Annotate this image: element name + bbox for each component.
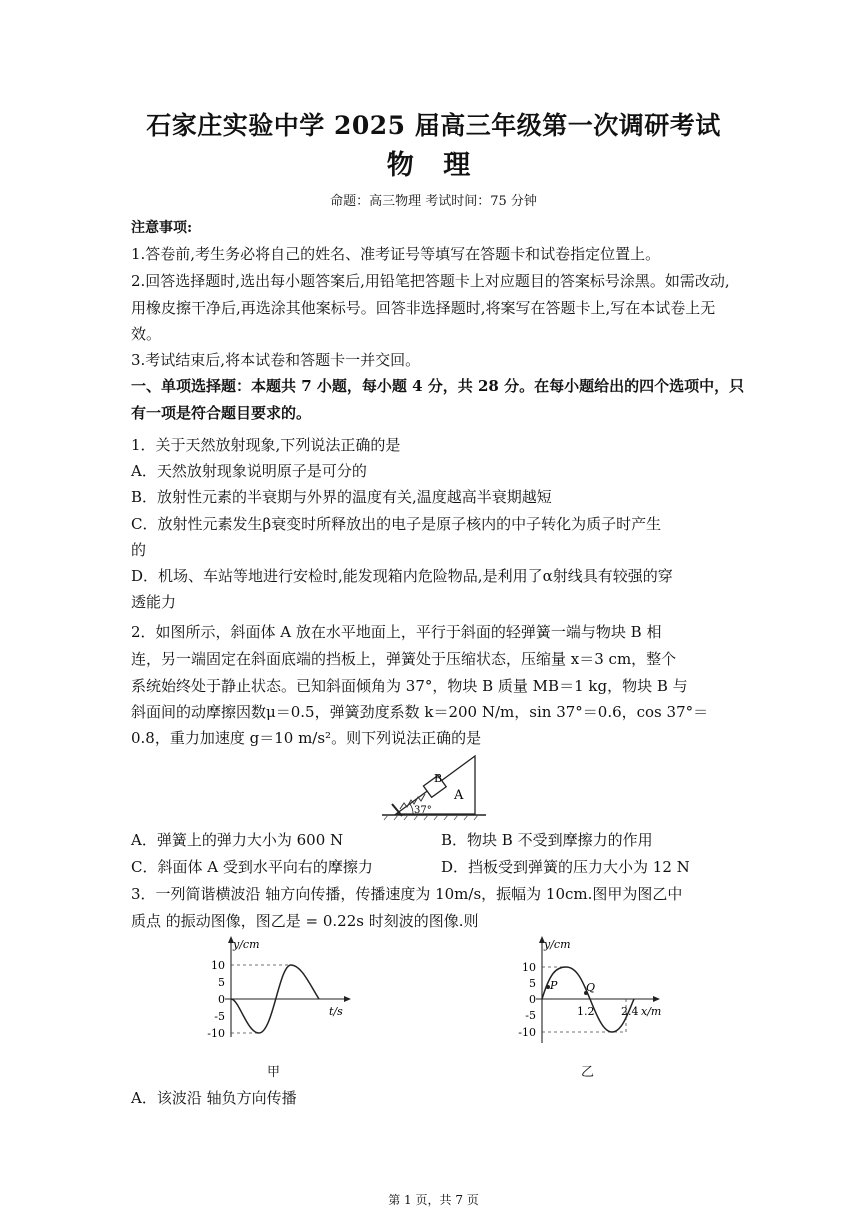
graph-jia-ytick: 10 bbox=[211, 959, 225, 972]
section-heading-line2: 有一项是符合题目要求的。 bbox=[131, 404, 312, 422]
q2-option-b: B．物块 B 不受到摩擦力的作用 bbox=[441, 831, 653, 849]
q2-option-a: A．弹簧上的弹力大小为 600 N bbox=[131, 831, 344, 849]
graph-yi-xtick: 2.4 bbox=[621, 1005, 639, 1018]
label-angle: 37° bbox=[414, 805, 432, 816]
q2-stem-line1: 2．如图所示，斜面体 A 放在水平地面上，平行于斜面的轻弹簧一端与物块 B 相 bbox=[131, 623, 662, 641]
notice-heading: 注意事项: bbox=[131, 220, 193, 236]
q1-option-d-line2: 透能力 bbox=[131, 593, 177, 611]
graph-jia-x-arrow bbox=[344, 996, 351, 1002]
q1-stem: 1．关于天然放射现象,下列说法正确的是 bbox=[131, 436, 401, 454]
graph-yi-ytick: 0 bbox=[529, 993, 536, 1006]
notice-item-1: 1.答卷前,考生务必将自己的姓名、准考证号等填写在答题卡和试卷指定位置上。 bbox=[131, 245, 661, 263]
q2-option-d: D．挡板受到弹簧的压力大小为 12 N bbox=[441, 858, 690, 876]
graph-jia-ytick: -10 bbox=[207, 1027, 225, 1040]
notice-item-2-line1: 2.回答选择题时,选出每小题答案后,用铅笔把答题卡上对应题目的答案标号涂黑。如需改动, bbox=[131, 272, 730, 290]
graph-yi-ytick: 5 bbox=[529, 977, 536, 990]
q2-stem-line4: 斜面间的动摩擦因数μ＝0.5，弹簧劲度系数 k＝200 N/m，sin 37°＝0.6，cos 37°＝ bbox=[131, 703, 709, 721]
graph-jia-ylabel: y/cm bbox=[233, 938, 260, 951]
q3-option-a: A．该波沿 轴负方向传播 bbox=[131, 1089, 297, 1107]
graph-jia bbox=[195, 933, 355, 1048]
graph-jia-xlabel: t/s bbox=[329, 1005, 343, 1018]
graph-yi-ytick: -5 bbox=[525, 1009, 536, 1022]
q1-option-c-line1: C．放射性元素发生β衰变时所释放出的电子是原子核内的中子转化为质子时产生 bbox=[131, 515, 662, 533]
subject-title: 物 理 bbox=[386, 150, 481, 181]
notice-item-2-line3: 效。 bbox=[131, 325, 162, 343]
label-b: B bbox=[434, 772, 443, 785]
q1-option-c-line2: 的 bbox=[131, 541, 147, 559]
graph-yi-ylabel: y/cm bbox=[544, 938, 571, 951]
graph-jia-caption: 甲 bbox=[267, 1065, 281, 1080]
incline-figure bbox=[378, 752, 490, 822]
graph-jia-ytick: 0 bbox=[218, 993, 225, 1006]
section-heading-line1: 一、单项选择题：本题共 7 小题，每小题 4 分，共 28 分。在每小题给出的四个选项中，只 bbox=[131, 377, 745, 395]
q1-option-b: B．放射性元素的半衰期与外界的温度有关,温度越高半衰期越短 bbox=[131, 488, 552, 506]
q2-stem-line2: 连，另一端固定在斜面底端的挡板上，弹簧处于压缩状态，压缩量 x＝3 cm，整个 bbox=[131, 650, 677, 668]
q2-stem-line3: 系统始终处于静止状态。已知斜面倾角为 37°，物块 B 质量 MB＝1 kg，物块 B 与 bbox=[131, 677, 688, 695]
q3-stem-line1: 3．一列简谐横波沿 轴方向传播，传播速度为 10m/s，振幅为 10cm.图甲为图乙中 bbox=[131, 885, 683, 903]
q2-option-c: C．斜面体 A 受到水平向右的摩擦力 bbox=[131, 858, 373, 876]
graph-jia-ytick: 5 bbox=[218, 976, 225, 989]
graph-yi-x-arrow bbox=[653, 996, 660, 1002]
label-a: A bbox=[454, 788, 464, 803]
q2-stem-line5: 0.8，重力加速度 g＝10 m/s²。则下列说法正确的是 bbox=[131, 729, 482, 747]
graph-yi-caption: 乙 bbox=[581, 1065, 595, 1080]
notice-item-2-line2: 用橡皮擦干净后,再选涂其他案标号。回答非选择题时,将案写在答题卡上,写在本试卷上无 bbox=[131, 299, 716, 317]
q3-stem-line2: 质点 的振动图像，图乙是 = 0.22s 时刻波的图像.则 bbox=[131, 912, 479, 930]
page-footer: 第 1 页，共 7 页 bbox=[388, 1193, 479, 1207]
q1-option-a: A．天然放射现象说明原子是可分的 bbox=[131, 462, 367, 480]
graph-jia-ytick: -5 bbox=[214, 1010, 225, 1023]
graph-yi-ytick: 10 bbox=[522, 961, 536, 974]
graph-yi bbox=[508, 933, 668, 1048]
notice-item-3: 3.考试结束后,将本试卷和答题卡一并交回。 bbox=[131, 351, 421, 369]
graph-yi-ytick: -10 bbox=[518, 1026, 536, 1039]
exam-meta: 命题：高三物理 考试时间：75 分钟 bbox=[330, 194, 537, 209]
exam-title: 石家庄实验中学 2025 届高三年级第一次调研考试 bbox=[146, 111, 721, 140]
q1-option-d-line1: D．机场、车站等地进行安检时,能发现箱内危险物品,是利用了α射线具有较强的穿 bbox=[131, 567, 673, 585]
graph-yi-label-p: P bbox=[550, 979, 558, 992]
graph-yi-xtick: 1.2 bbox=[577, 1005, 595, 1018]
graph-yi-label-q: Q bbox=[586, 981, 596, 994]
graph-yi-xlabel: x/m bbox=[641, 1005, 662, 1018]
